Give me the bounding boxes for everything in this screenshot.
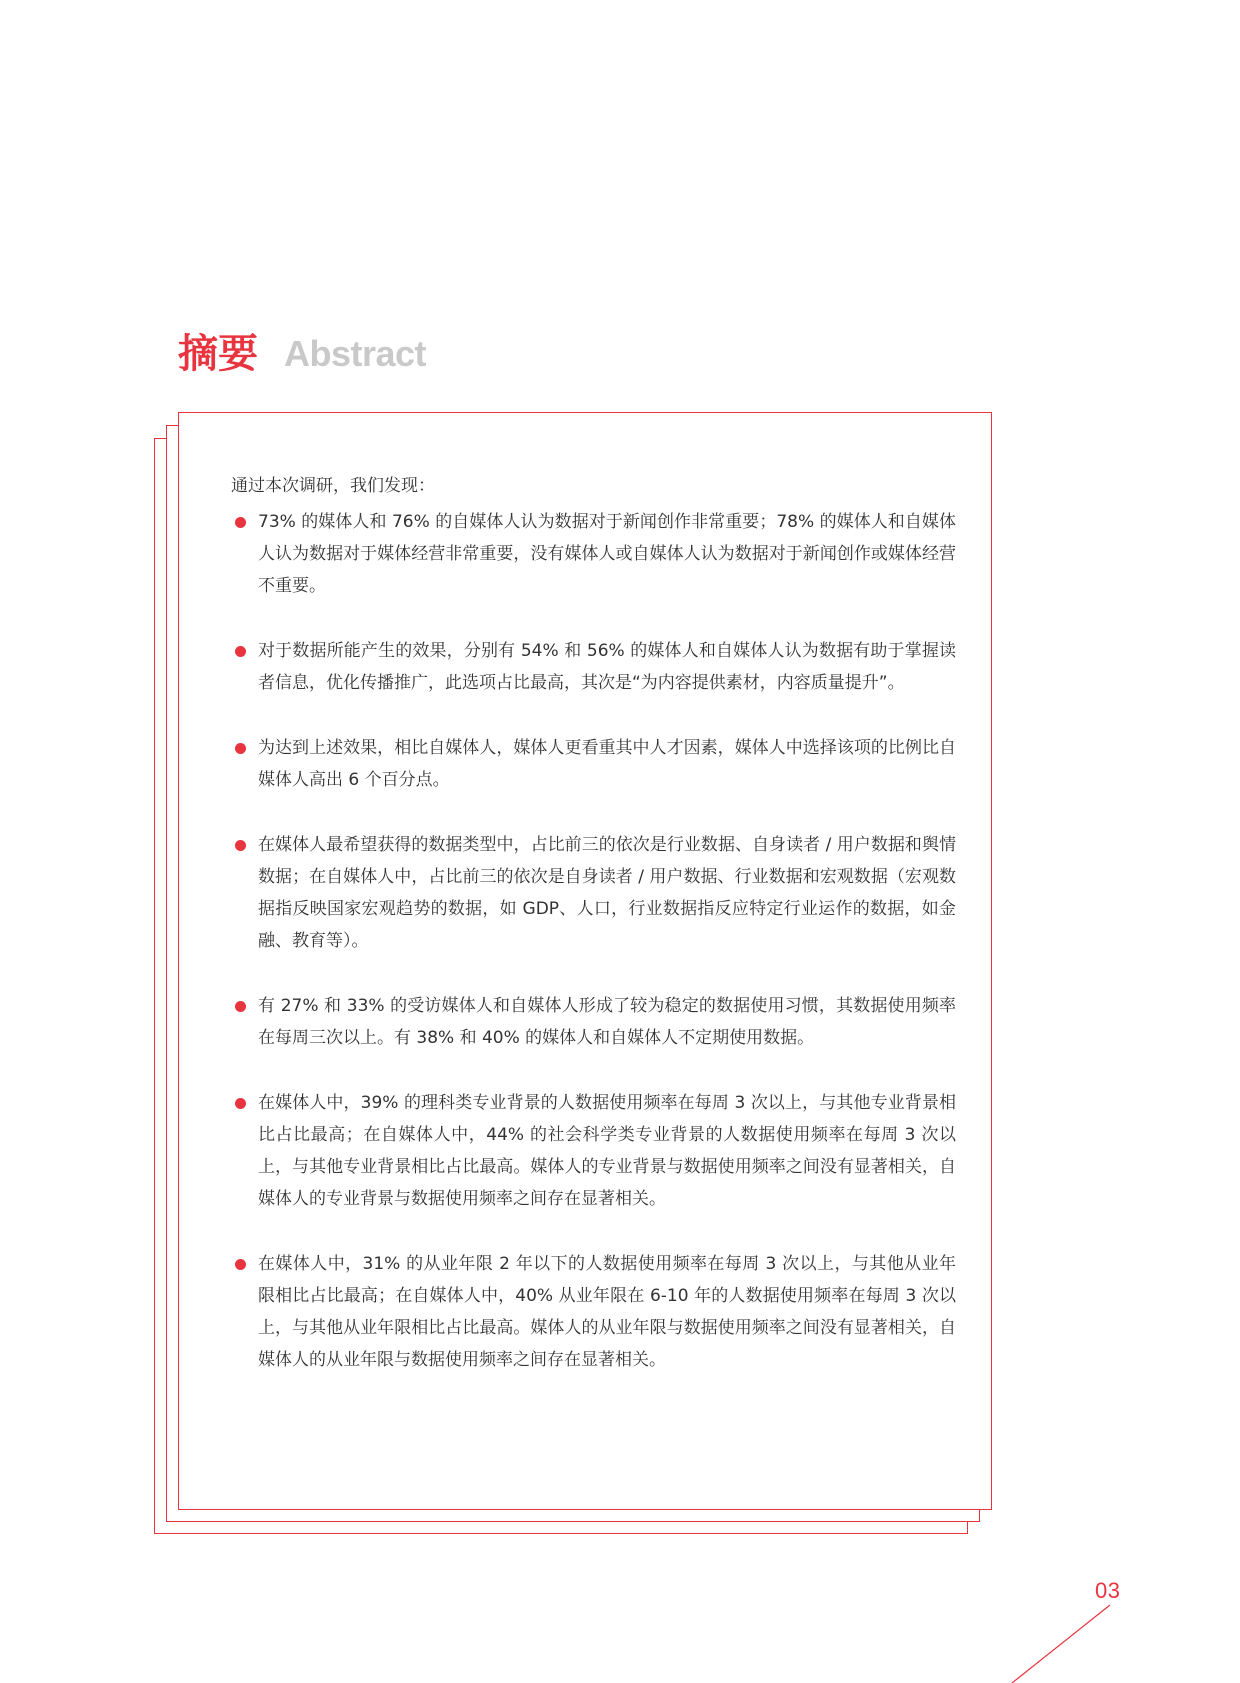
heading-title-en: Abstract: [284, 333, 427, 374]
heading-title-cn: 摘要: [178, 331, 258, 377]
finding-text: 对于数据所能产生的效果，分别有 54% 和 56% 的媒体人和自媒体人认为数据有助于掌握读者信息，优化传播推广，此选项占比最高，其次是“为内容提供素材，内容质量提升”。: [258, 641, 956, 693]
finding-text: 在媒体人最希望获得的数据类型中，占比前三的依次是行业数据、自身读者 / 用户数据和舆情数据；在自媒体人中，占比前三的依次是自身读者 / 用户数据、行业数据和宏观数据（宏观数据指反映国家宏观趋势的数据，如 GDP、人口，行业数据指反应特定行业运作的数据，如金融、教育等）。: [258, 835, 956, 951]
intro-text: 通过本次调研，我们发现：: [231, 476, 435, 496]
page-number: 03: [1095, 1578, 1121, 1603]
finding-text: 在媒体人中，39% 的理科类专业背景的人数据使用频率在每周 3 次以上，与其他专业背景相比占比最高；在自媒体人中，44% 的社会科学类专业背景的人数据使用频率在每周 3 次以上，与其他专业背景相比占比最高。媒体人的专业背景与数据使用频率之间没有显著相关，自媒体人的专业背景与数据使用频率之间存在显著相关。: [258, 1093, 956, 1209]
finding-text: 为达到上述效果，相比自媒体人，媒体人更看重其中人才因素，媒体人中选择该项的比例比自媒体人高出 6 个百分点。: [258, 738, 956, 790]
finding-text: 73% 的媒体人和 76% 的自媒体人认为数据对于新闻创作非常重要；78% 的媒体人和自媒体人认为数据对于媒体经营非常重要，没有媒体人或自媒体人认为数据对于新闻创作或媒体经营不重要。: [258, 512, 956, 596]
finding-text: 在媒体人中，31% 的从业年限 2 年以下的人数据使用频率在每周 3 次以上，与其他从业年限相比占比最高；在自媒体人中，40% 从业年限在 6-10 年的人数据使用频率在每周 3 次以上，与其他从业年限相比占比最高。媒体人的从业年限与数据使用频率之间没有显著相关，自媒体人的从业年限与数据使用频率之间存在显著相关。: [258, 1254, 956, 1370]
finding-text: 有 27% 和 33% 的受访媒体人和自媒体人形成了较为稳定的数据使用习惯，其数据使用频率在每周三次以上。有 38% 和 40% 的媒体人和自媒体人不定期使用数据。: [258, 996, 956, 1048]
